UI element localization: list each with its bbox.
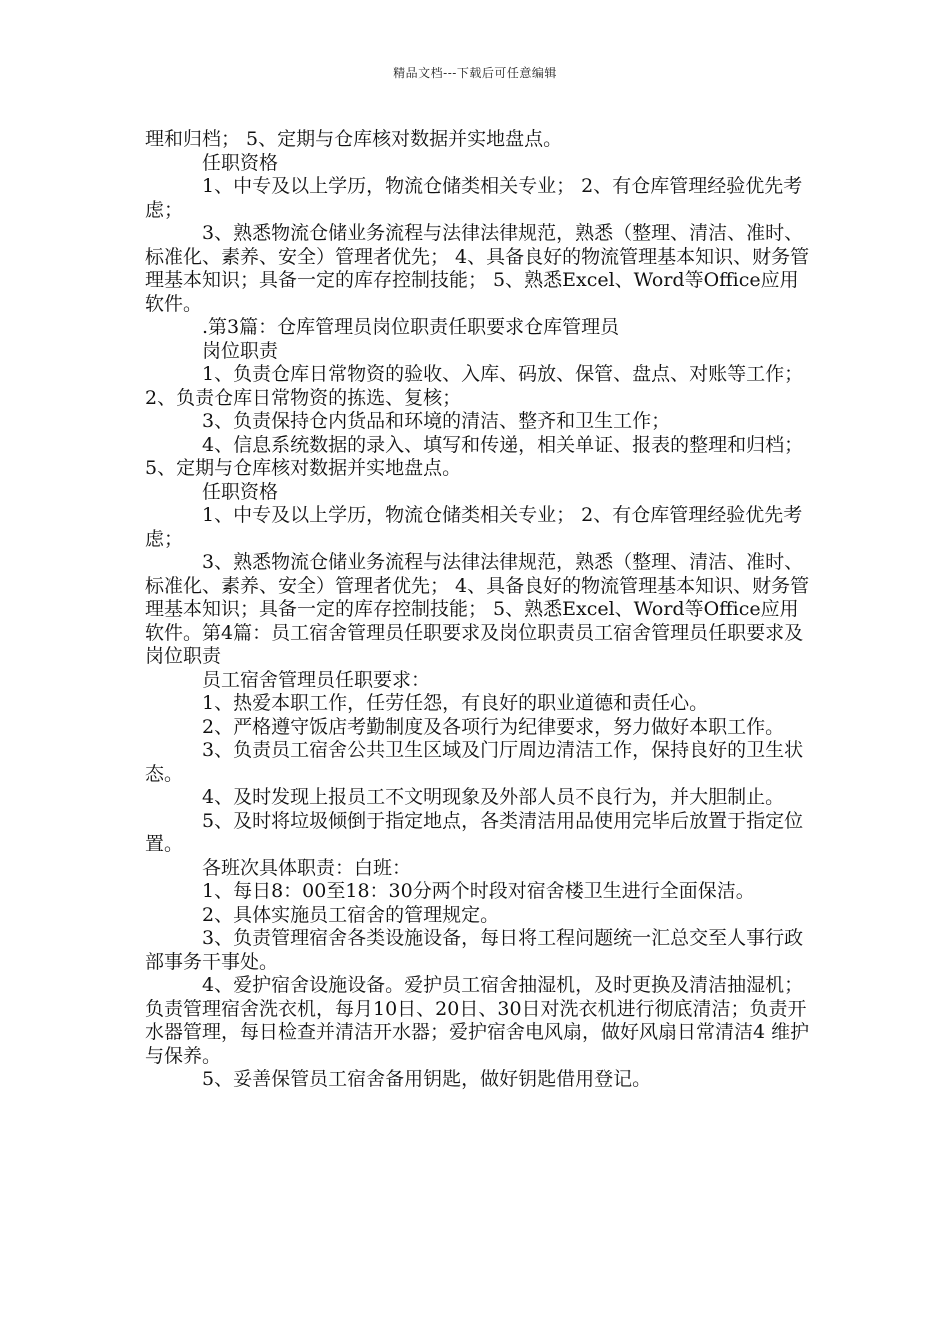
paragraph: 3、熟悉物流仓储业务流程与法律法律规范，熟悉（整理、清洁、准时、标准化、素养、安全）管理者优先； 4、具备良好的物流管理基本知识、财务管理基本知识；具备一定的库存控制技能； 5、熟悉Excel、Word等Office应用软件。 bbox=[145, 222, 810, 315]
section-heading: 任职资格 bbox=[202, 151, 279, 174]
paragraph: 3、负责员工宿舍公共卫生区域及门厅周边清洁工作，保持良好的卫生状态。 bbox=[145, 739, 804, 785]
paragraph: 理和归档； 5、定期与仓库核对数据并实地盘点。 bbox=[145, 128, 563, 150]
paragraph: 4、信息系统数据的录入、填写和传递，相关单证、报表的整理和归档； 5、定期与仓库核对数据并实地盘点。 bbox=[145, 433, 804, 479]
paragraph: 5、及时将垃圾倾倒于指定地点，各类清洁用品使用完毕后放置于指定位置。 bbox=[145, 809, 804, 855]
paragraph: 1、中专及以上学历，物流仓储类相关专业； 2、有仓库管理经验优先考虑； bbox=[145, 504, 803, 550]
paragraph: 2、严格遵守饭店考勤制度及各项行为纪律要求，努力做好本职工作。 bbox=[202, 715, 785, 738]
paragraph: 3、熟悉物流仓储业务流程与法律法律规范，熟悉（整理、清洁、准时、标准化、素养、安全）管理者优先； 4、具备良好的物流管理基本知识、财务管理基本知识；具备一定的库存控制技能； 5、熟悉Excel、Word等Office应用软件。第4篇：员工宿舍管理员任职要求及岗位职责员工宿舍管理员任职要求及岗位职责 bbox=[145, 551, 810, 667]
paragraph: 5、妥善保管员工宿舍备用钥匙，做好钥匙借用登记。 bbox=[202, 1068, 652, 1090]
paragraph: 1、热爱本职工作，任劳任怨，有良好的职业道德和责任心。 bbox=[202, 692, 709, 714]
paragraph: 4、及时发现上报员工不文明现象及外部人员不良行为，并大胆制止。 bbox=[202, 786, 785, 808]
paragraph: 4、爱护宿舍设施设备。爱护员工宿舍抽湿机，及时更换及清洁抽湿机；负责管理宿舍洗衣机，每月10日、20日、30日对洗衣机进行彻底清洁；负责开水器管理，每日检查并清洁开水器；爱护宿舍电风扇，做好风扇日常清洁4 维护与保养。 bbox=[145, 974, 810, 1067]
paragraph: 1、每日8：00至18：30分两个时段对宿舍楼卫生进行全面保洁。 bbox=[202, 880, 755, 902]
paragraph: 1、中专及以上学历，物流仓储类相关专业； 2、有仓库管理经验优先考虑； bbox=[145, 175, 803, 221]
paragraph: 3、负责管理宿舍各类设施设备，每日将工程问题统一汇总交至人事行政部事务干事处。 bbox=[145, 927, 804, 973]
section-heading: 任职资格 bbox=[202, 480, 279, 503]
section-heading: 员工宿舍管理员任职要求： bbox=[202, 668, 431, 691]
paragraph: 2、具体实施员工宿舍的管理规定。 bbox=[202, 903, 500, 926]
paragraph: 1、负责仓库日常物资的验收、入库、码放、保管、盘点、对账等工作； 2、负责仓库日常物资的拣选、复核； bbox=[145, 363, 804, 409]
page-header: 精品文档---下载后可任意编辑 bbox=[393, 66, 557, 80]
paragraph: 3、负责保持仓内货品和环境的清洁、整齐和卫生工作； bbox=[202, 410, 671, 432]
section-heading: 各班次具体职责：白班： bbox=[202, 856, 412, 879]
document-body bbox=[145, 128, 810, 1092]
chapter-title: .第3篇：仓库管理员岗位职责任职要求仓库管理员 bbox=[202, 316, 620, 338]
section-heading: 岗位职责 bbox=[202, 339, 279, 362]
